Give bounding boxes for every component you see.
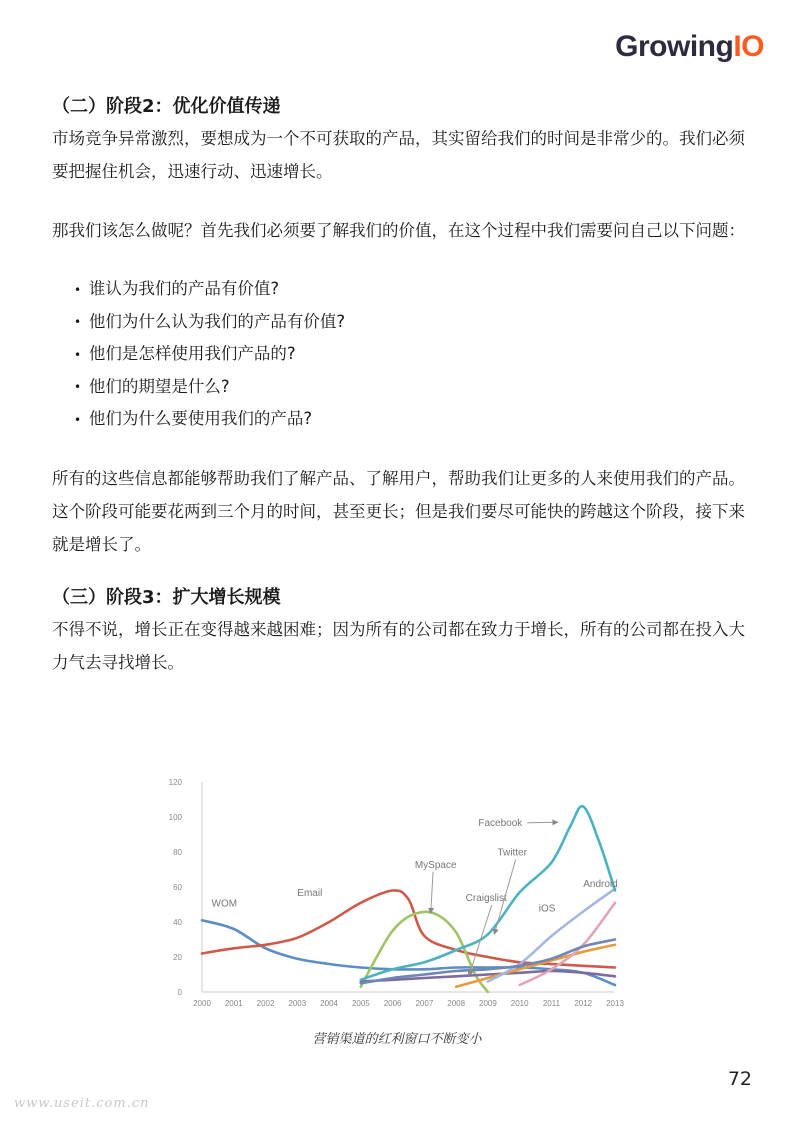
y-tick-label: 20 (173, 953, 182, 962)
x-tick-label: 2009 (479, 999, 497, 1008)
watermark: www.useit.com.cn (14, 1096, 150, 1111)
question-item: • 谁认为我们的产品有价值? (74, 273, 752, 306)
x-tick-label: 2006 (383, 999, 402, 1008)
y-tick-label: 40 (173, 918, 182, 927)
x-tick-label: 2004 (320, 999, 338, 1008)
section2-paragraph-2: 那我们该怎么做呢？首先我们必须要了解我们的价值，在这个过程中我们需要问自己以下问题： (52, 221, 745, 240)
question-item: • 他们为什么要使用我们的产品? (74, 403, 752, 436)
x-tick-label: 2007 (415, 999, 434, 1008)
section2-paragraph-1: 市场竞争异常激烈，要想成为一个不可获取的产品，其实留给我们的时间是非常少的。我们必须要把握住机会，迅速行动、迅速增长。 (52, 129, 745, 181)
y-tick-label: 0 (177, 988, 182, 997)
x-tick-label: 2008 (447, 999, 466, 1008)
series-label-facebook: Facebook (478, 817, 523, 829)
chart-caption: 营销渠道的红利窗口不断变小 (312, 1032, 482, 1047)
question-item: • 他们的期望是什么? (74, 371, 752, 404)
x-tick-label: 2005 (351, 999, 370, 1008)
y-tick-label: 120 (168, 778, 182, 787)
x-tick-label: 2013 (606, 999, 624, 1008)
x-tick-label: 2003 (288, 999, 307, 1008)
x-tick-label: 2012 (574, 999, 593, 1008)
y-tick-label: 100 (168, 813, 182, 822)
x-tick-label: 2002 (256, 999, 275, 1008)
logo-text-main: Growing (615, 30, 734, 63)
question-list (52, 273, 752, 436)
series-label-craigslist: Craigslist (465, 893, 507, 904)
series-label-wom: WOM (211, 898, 238, 910)
label-arrow (469, 905, 492, 976)
series-label-android: Android (583, 879, 618, 890)
logo-text-accent: IO (733, 30, 764, 63)
section3-paragraph-1: 不得不说，增长正在变得越来越困难；因为所有的公司都在致力于增长，所有的公司都在投入大力气去寻找增长。 (52, 619, 745, 672)
section2-paragraph-3: 所有的这些信息都能够帮助我们了解产品、了解用户，帮助我们让更多的人来使用我们的产品。这个阶段可能要花两到三个月的时间，甚至更长；但是我们要尽可能快的跨越这个阶段，接下来就是增长了。 (52, 468, 745, 554)
question-item: • 他们为什么认为我们的产品有价值? (74, 306, 752, 339)
label-arrow (431, 872, 433, 914)
section3-heading: （三）阶段3：扩大增长规模 (52, 586, 281, 608)
section2-heading: （二）阶段2：优化价值传递 (52, 96, 281, 117)
y-tick-label: 60 (173, 883, 182, 892)
label-arrow (527, 822, 558, 823)
x-tick-label: 2001 (224, 999, 243, 1008)
brand-logo (615, 30, 764, 64)
page-number: 72 (727, 1068, 752, 1090)
chart-svg (160, 770, 630, 1015)
marketing-channels-chart (160, 770, 630, 1015)
x-tick-label: 2010 (510, 999, 529, 1008)
series-label-twitter: Twitter (497, 847, 527, 859)
document-body (52, 92, 752, 679)
series-label-myspace: MySpace (414, 859, 457, 871)
x-tick-label: 2000 (193, 999, 211, 1008)
question-item: • 他们是怎样使用我们产品的? (74, 338, 752, 371)
series-label-ios: iOS (538, 903, 556, 915)
x-tick-label: 2011 (542, 999, 561, 1008)
series-label-email: Email (297, 887, 323, 899)
series-line-email (202, 887, 615, 967)
y-tick-label: 80 (173, 848, 182, 857)
